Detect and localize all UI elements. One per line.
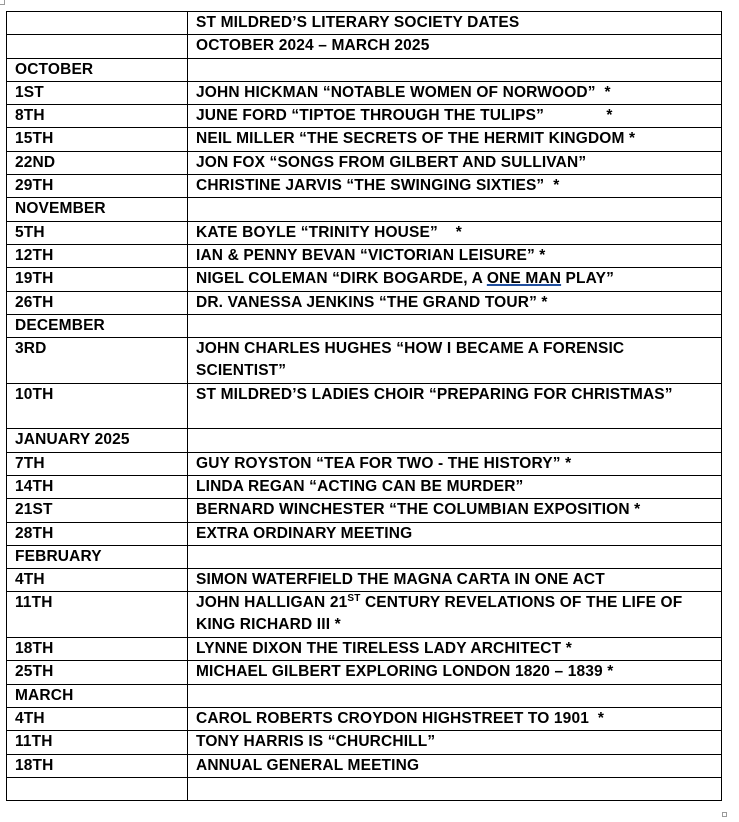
table-row (7, 81, 722, 104)
society-dates-table (6, 11, 722, 801)
date-cell: 19TH (7, 268, 188, 291)
event-cell (188, 777, 722, 800)
event-cell (188, 58, 722, 81)
event-cell: GUY ROYSTON “TEA FOR TWO - THE HISTORY” * (188, 452, 722, 475)
event-cell: LINDA REGAN “ACTING CAN BE MURDER” (188, 475, 722, 498)
event-cell: JOHN HICKMAN “NOTABLE WOMEN OF NORWOOD” * (188, 81, 722, 104)
month-label: OCTOBER (7, 58, 188, 81)
event-cell: EXTRA ORDINARY MEETING (188, 522, 722, 545)
event-cell (188, 684, 722, 707)
event-cell (188, 592, 722, 638)
table-row (7, 661, 722, 684)
table-row (7, 338, 722, 384)
table-row (7, 244, 722, 267)
event-cell: JUNE FORD “TIPTOE THROUGH THE TULIPS” * (188, 105, 722, 128)
event-text: PLAY” (561, 270, 614, 288)
title-row (7, 35, 722, 58)
date-cell: 14TH (7, 475, 188, 498)
date-cell (7, 35, 188, 58)
date-cell: 18TH (7, 754, 188, 777)
table-row (7, 475, 722, 498)
date-cell (7, 777, 188, 800)
table-row (7, 128, 722, 151)
date-cell: 15TH (7, 128, 188, 151)
month-label: NOVEMBER (7, 198, 188, 221)
date-cell: 21ST (7, 499, 188, 522)
event-cell (188, 545, 722, 568)
title-row (7, 12, 722, 35)
month-header-row (7, 545, 722, 568)
table-row (7, 452, 722, 475)
event-cell (188, 198, 722, 221)
table-row (7, 731, 722, 754)
event-text: NIGEL COLEMAN “DIRK BOGARDE, A (196, 270, 487, 288)
table-row (7, 221, 722, 244)
event-cell: JON FOX “SONGS FROM GILBERT AND SULLIVAN” (188, 151, 722, 174)
table-body (7, 12, 722, 801)
event-text: JOHN HALLIGAN 21 (196, 594, 348, 612)
grammar-flagged-text[interactable]: ONE MAN (486, 270, 562, 288)
ordinal-superscript: ST (347, 593, 361, 605)
date-cell: 18TH (7, 638, 188, 661)
date-cell: 11TH (7, 592, 188, 638)
table-row (7, 105, 722, 128)
month-header-row (7, 684, 722, 707)
date-cell: 4TH (7, 707, 188, 730)
event-cell: IAN & PENNY BEVAN “VICTORIAN LEISURE” * (188, 244, 722, 267)
table-row (7, 638, 722, 661)
month-label: MARCH (7, 684, 188, 707)
event-cell (188, 268, 722, 291)
date-cell: 10TH (7, 383, 188, 429)
table-row (7, 777, 722, 800)
table-row (7, 268, 722, 291)
month-header-row (7, 314, 722, 337)
event-cell: SIMON WATERFIELD THE MAGNA CARTA IN ONE ACT (188, 569, 722, 592)
event-cell (188, 314, 722, 337)
date-cell: 5TH (7, 221, 188, 244)
date-cell: 29TH (7, 175, 188, 198)
title-cell: ST MILDRED’S LITERARY SOCIETY DATES (188, 12, 722, 35)
date-cell: 4TH (7, 569, 188, 592)
month-label: DECEMBER (7, 314, 188, 337)
date-cell: 8TH (7, 105, 188, 128)
table-row (7, 175, 722, 198)
corner-marker-top-left (0, 0, 5, 5)
date-cell: 22ND (7, 151, 188, 174)
date-cell: 1ST (7, 81, 188, 104)
table-row (7, 291, 722, 314)
table-row (7, 499, 722, 522)
month-label: FEBRUARY (7, 545, 188, 568)
event-cell: ST MILDRED’S LADIES CHOIR “PREPARING FOR CHRISTMAS” (188, 383, 722, 429)
date-cell (7, 12, 188, 35)
event-cell: BERNARD WINCHESTER “THE COLUMBIAN EXPOSITION * (188, 499, 722, 522)
event-cell: CHRISTINE JARVIS “THE SWINGING SIXTIES” * (188, 175, 722, 198)
event-cell: LYNNE DIXON THE TIRELESS LADY ARCHITECT * (188, 638, 722, 661)
event-cell (188, 429, 722, 452)
date-cell: 12TH (7, 244, 188, 267)
table-resize-handle[interactable] (722, 812, 727, 817)
event-cell: JOHN CHARLES HUGHES “HOW I BECAME A FORENSIC SCIENTIST” (188, 338, 722, 384)
event-cell: ANNUAL GENERAL MEETING (188, 754, 722, 777)
event-text: CENTURY REVELATIONS OF THE LIFE OF KING RICHARD III * (196, 594, 687, 634)
event-cell: KATE BOYLE “TRINITY HOUSE” * (188, 221, 722, 244)
month-header-row (7, 58, 722, 81)
table-row (7, 707, 722, 730)
table-row (7, 151, 722, 174)
date-cell: 28TH (7, 522, 188, 545)
month-header-row (7, 198, 722, 221)
month-label: JANUARY 2025 (7, 429, 188, 452)
event-cell: NEIL MILLER “THE SECRETS OF THE HERMIT KINGDOM * (188, 128, 722, 151)
title-cell: OCTOBER 2024 – MARCH 2025 (188, 35, 722, 58)
event-cell: CAROL ROBERTS CROYDON HIGHSTREET TO 1901 * (188, 707, 722, 730)
event-cell: TONY HARRIS IS “CHURCHILL” (188, 731, 722, 754)
date-cell: 25TH (7, 661, 188, 684)
table-row (7, 754, 722, 777)
event-cell: DR. VANESSA JENKINS “THE GRAND TOUR” * (188, 291, 722, 314)
date-cell: 7TH (7, 452, 188, 475)
event-cell: MICHAEL GILBERT EXPLORING LONDON 1820 – 1839 * (188, 661, 722, 684)
table-row (7, 569, 722, 592)
table-row (7, 383, 722, 429)
date-cell: 11TH (7, 731, 188, 754)
table-row (7, 522, 722, 545)
date-cell: 3RD (7, 338, 188, 384)
table-row (7, 592, 722, 638)
date-cell: 26TH (7, 291, 188, 314)
month-header-row (7, 429, 722, 452)
